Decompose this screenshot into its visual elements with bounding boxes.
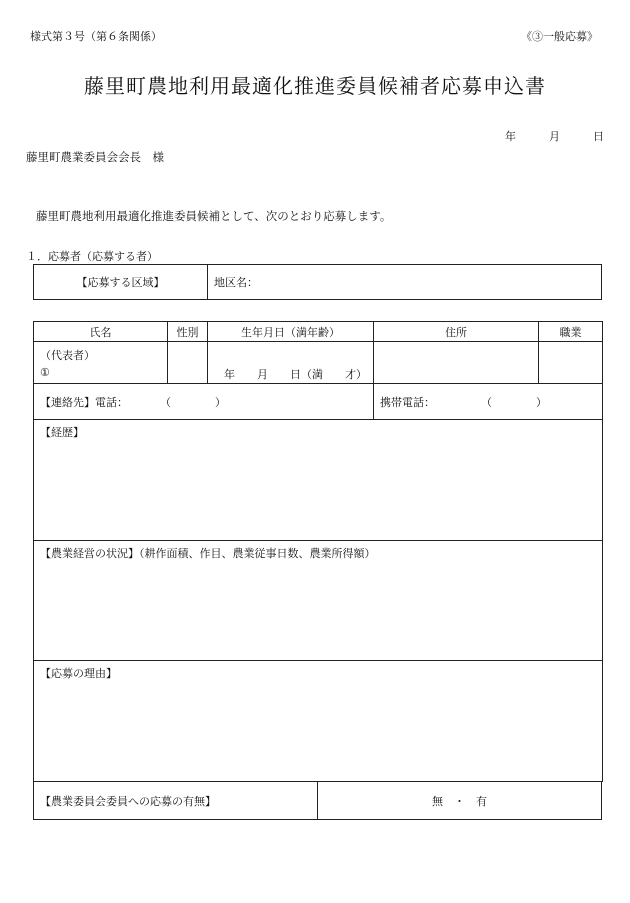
farming-label: 【農業経営の状況】（耕作面積、作目、農業従事日数、農業所得額）	[40, 547, 376, 560]
form-number: 様式第３号（第６条関係）	[30, 30, 162, 43]
mobile-cell[interactable]	[374, 384, 603, 420]
address-cell[interactable]	[374, 342, 539, 384]
section1-heading: １．応募者（応募する者）	[26, 250, 158, 263]
district-field[interactable]	[208, 265, 602, 300]
column-name: 氏名	[34, 322, 168, 342]
addressee: 藤里町農業委員会会長 様	[26, 150, 164, 164]
occupation-cell[interactable]	[539, 342, 603, 384]
district-field-label: 地区名：	[214, 276, 258, 289]
phone-label: 【連絡先】電話：	[40, 395, 128, 409]
applicant-table	[33, 321, 603, 782]
committee-table	[33, 781, 602, 820]
district-label: 【応募する区域】	[34, 265, 208, 300]
date-month: 月	[549, 130, 560, 143]
column-birth: 生年月日（満年齢）	[208, 322, 374, 342]
district-table	[33, 264, 602, 300]
date-day: 日	[593, 130, 604, 143]
birth-cell[interactable]	[208, 342, 374, 384]
reason-section[interactable]	[34, 661, 603, 782]
date-year: 年	[505, 130, 516, 143]
representative-label: （代表者）	[40, 349, 95, 362]
date-line	[505, 128, 604, 144]
column-occupation: 職業	[539, 322, 603, 342]
phone-cell[interactable]	[34, 384, 374, 420]
mobile-parens: （ ）	[481, 395, 547, 409]
name-cell[interactable]	[34, 342, 168, 384]
column-address: 住所	[374, 322, 539, 342]
farming-section[interactable]	[34, 541, 603, 661]
career-label: 【経歴】	[40, 426, 84, 439]
form-type: 《③一般応募》	[521, 30, 598, 43]
reason-label: 【応募の理由】	[40, 667, 117, 680]
committee-options[interactable]: 無 ・ 有	[318, 782, 602, 820]
intro-text: 藤里町農地利用最適化推進委員候補として、次のとおり応募します。	[36, 209, 392, 223]
committee-label: 【農業委員会委員への応募の有無】	[34, 782, 318, 820]
applicant-number: ①	[40, 366, 50, 379]
career-section[interactable]	[34, 420, 603, 541]
page-title: 藤里町農地利用最適化推進委員候補者応募申込書	[84, 74, 546, 98]
phone-parens: （ ）	[160, 395, 226, 409]
mobile-label: 携帯電話：	[380, 395, 435, 409]
gender-cell[interactable]	[168, 342, 208, 384]
birth-format: 年 月 日（満 才）	[224, 368, 367, 381]
column-gender: 性別	[168, 322, 208, 342]
